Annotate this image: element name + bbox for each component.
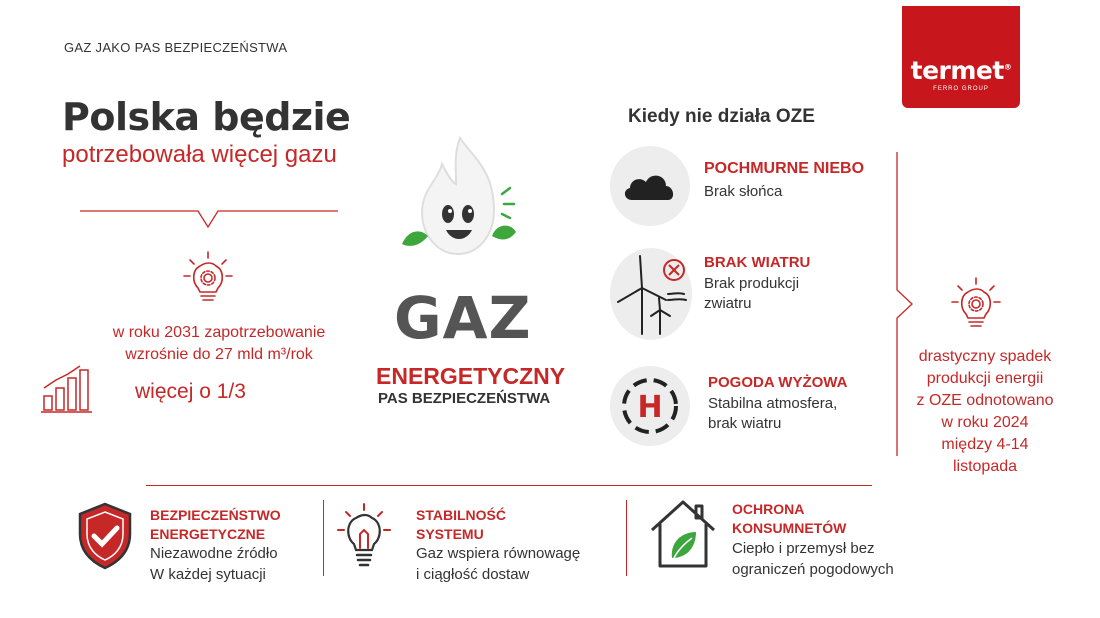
bottom-2-text-line2: i ciągłość dostaw: [416, 566, 530, 583]
oze-drop-line1: drastyczny spadek: [918, 348, 1052, 365]
bottom-3-title-line2: KONSUMNETÓW: [732, 520, 847, 536]
bottom-2-title-line2: SYSTEMU: [416, 526, 484, 542]
bottom-3-text-line1: Ciepło i przemysł bez: [732, 540, 875, 557]
oze-item-1-title: POCHMURNE NIEBO: [704, 160, 865, 177]
oze-item-2-text-line2: zwiatru: [704, 295, 752, 312]
oze-drop-line5: między 4-14: [941, 436, 1029, 453]
bottom-2-title: [416, 506, 506, 544]
bottom-1-text: [150, 543, 278, 585]
logo-brand: termet: [910, 56, 1004, 85]
oze-drop-line2: produkcji energii: [926, 370, 1044, 387]
bottom-divider-2: [626, 500, 627, 576]
horizontal-divider: [146, 485, 872, 486]
page-subtitle: potrzebowała więcej gazu: [62, 141, 337, 168]
shield-check-icon: [74, 500, 136, 572]
oze-item-3-text-line2: brak wiatru: [708, 415, 782, 432]
lightbulb-gear-icon: [182, 250, 234, 310]
oze-drop-note: [900, 346, 1070, 478]
oze-item-2-text: [704, 274, 799, 314]
bottom-2-text-line1: Gaz wspiera równowagę: [416, 545, 581, 562]
demand-stat: [88, 322, 350, 366]
logo-registered: ®: [1003, 62, 1012, 72]
bottom-1-text-line1: Niezawodne źródło: [150, 545, 278, 562]
oze-drop-line4: w roku 2024: [941, 414, 1029, 431]
bottom-3-title: [732, 500, 846, 538]
pas-label: PAS BEZPIECZEŃSTWA: [378, 390, 551, 407]
oze-item-2-text-line1: Brak produkcji: [704, 275, 800, 292]
logo-group: FERRO GROUP: [933, 86, 989, 92]
cloud-icon: [610, 146, 690, 226]
oze-item-2-title: BRAK WIATRU: [704, 254, 811, 271]
energetyczny-label: ENERGETYCZNY: [376, 363, 566, 389]
bar-chart-icon: [40, 364, 94, 414]
demand-stat-line2: wzrośnie do 27 mld m³/rok: [125, 346, 313, 363]
bottom-2-title-line1: STABILNOŚĆ: [416, 507, 506, 523]
lightbulb-icon: [336, 500, 392, 572]
bottom-1-title-line2: ENERGETYCZNE: [150, 526, 266, 542]
section-label: GAZ JAKO PAS BEZPIECZEŃSTWA: [64, 40, 288, 55]
bottom-1-title: [150, 506, 281, 544]
more-stat: więcej o 1/3: [135, 380, 246, 403]
bottom-1-title-line1: BEZPIECZEŃSTWO: [150, 507, 281, 523]
bottom-3-text: [732, 538, 894, 580]
bottom-divider-1: [323, 500, 324, 576]
oze-item-3-text-line1: Stabilna atmosfera,: [708, 395, 838, 412]
oze-heading: Kiedy nie działa OZE: [628, 106, 815, 127]
bottom-3-text-line2: ograniczeń pogodowych: [732, 561, 894, 578]
demand-stat-line1: w roku 2031 zapotrzebowanie: [112, 324, 326, 341]
termet-logo: [902, 6, 1020, 108]
gaz-label: GAZ: [394, 284, 532, 352]
oze-drop-line3: z OZE odnotowano: [916, 392, 1054, 409]
notch-divider: [80, 205, 340, 235]
bottom-2-text: [416, 543, 580, 585]
house-leaf-icon: [648, 496, 718, 572]
gas-flame-mascot-icon: [398, 132, 528, 262]
oze-item-1-text: Brak słońca: [704, 183, 783, 200]
bottom-3-title-line1: OCHRONA: [732, 501, 805, 517]
lightbulb-gear-icon-right: [950, 276, 1002, 336]
oze-item-3-text: [708, 394, 837, 434]
oze-item-3-title: POGODA WYŻOWA: [708, 374, 848, 391]
page-title: Polska będzie: [62, 95, 351, 139]
oze-drop-line6: listopada: [952, 458, 1018, 475]
high-pressure-icon: [610, 366, 690, 446]
wind-turbine-icon: [610, 248, 692, 340]
bottom-1-text-line2: W każdej sytuacji: [150, 566, 266, 583]
hl-letter: H: [637, 390, 663, 425]
